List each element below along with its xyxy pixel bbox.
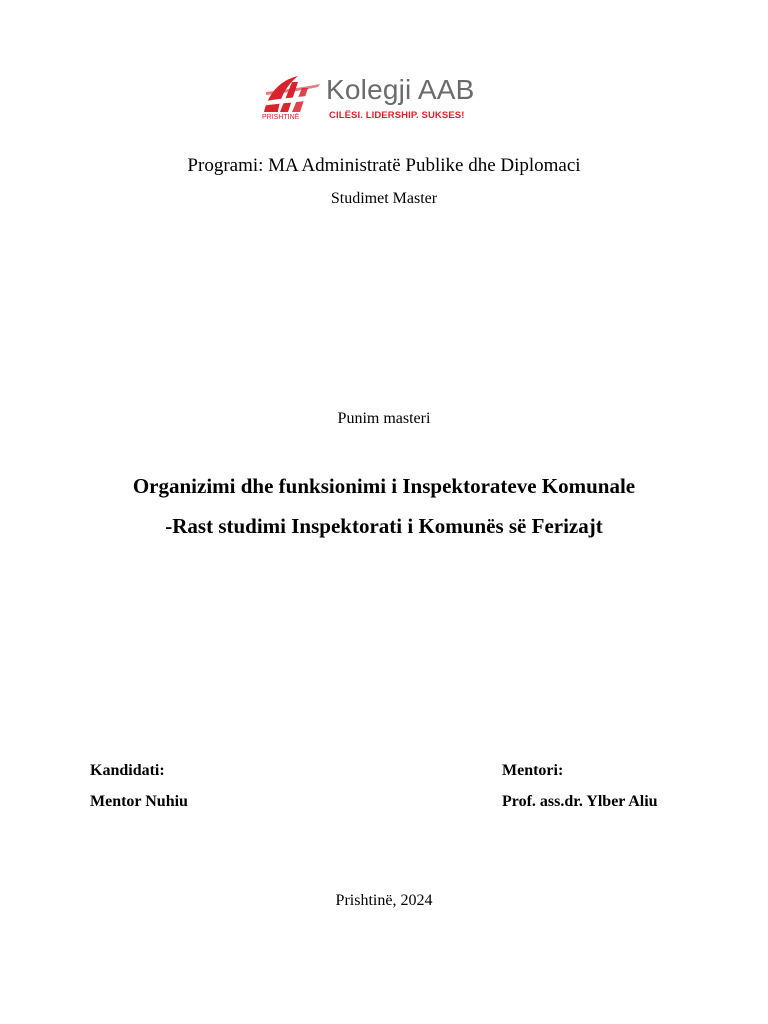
candidate-name: Mentor Nuhiu <box>90 793 188 810</box>
program-title: Programi: MA Administratë Publike dhe Diplomaci <box>187 155 581 176</box>
logo-name: Kolegji AAB <box>326 74 475 105</box>
study-level: Studimet Master <box>330 190 438 207</box>
work-type: Punim masteri <box>337 410 431 427</box>
mentor-label: Mentori: <box>502 762 564 779</box>
mentor-name: Prof. ass.dr. Ylber Aliu <box>502 793 658 810</box>
logo-tagline: CILËSI. LIDERSHIP. SUKSES! <box>329 110 465 121</box>
thesis-title-line-2: -Rast studimi Inspektorati i Komunës së Ferizajt <box>165 514 603 538</box>
college-logo <box>258 72 498 128</box>
candidate-label: Kandidati: <box>90 762 165 779</box>
place-and-date: Prishtinë, 2024 <box>335 892 433 909</box>
thesis-title-line-1: Organizimi dhe funksionimi i Inspektorateve Komunale <box>132 474 636 498</box>
logo-city: PRISHTINË <box>262 114 300 121</box>
